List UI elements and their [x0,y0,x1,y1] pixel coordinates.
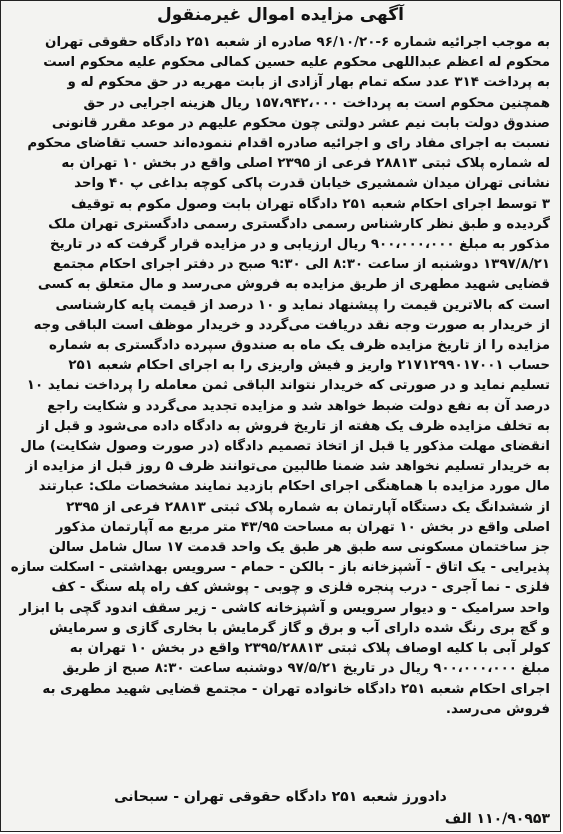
notice-body-line: فلزی - نما آجری - درب پنجره فلزی و چوبی - پوشش کف راه پله سنگ - کف [51,580,550,596]
notice-body-line: کولر آبی با کلیه اوصاف پلاک ثبتی ۲۳۹۵/۲۸۸۱۳ واقع در بخش ۱۰ تهران به [69,641,550,657]
notice-body-line: به خریدار تسلیم نخواهد شد ضمنا طالبین می‌توانند ظرف ۵ روز قبل از مزایده از [25,459,550,475]
notice-body-line: نشانی تهران میدان شمشیری خیابان قدرت پاکی کوچه بداغی پ ۴۰ واحد [74,176,550,192]
notice-body-line: واحد سرامیک - و دیوار سرویس و آشپزخانه کاشی - زیر سقف اندود گچی با ابزار [19,600,550,616]
notice-body-line: محکوم له اعظم عبداللهی محکوم علیه حسین کمالی محکوم علیه محکوم است [43,55,550,71]
notice-body-line: صندوق دولت بابت نیم عشر دولتی چون محکوم علیهم در موعد مقرر قانونی [51,115,550,131]
notice-body-line: فروش می‌رسد. [445,701,550,717]
notice-body-line: اصلی واقع در بخش ۱۰ تهران به مساحت ۴۳/۹۵ متر مربع مه آپارتمان مذکور [55,519,550,535]
notice-body-line: است که بالاترین قیمت را پیشنهاد نماید و ۱۰ درصد از قیمت پایه کارشناسی [55,297,550,313]
notice-body-line: نسبت به اجرای مفاد رای و اجرائیه صادره اقدام ننموده‌اند حسب تقاضای محکوم [27,136,550,152]
notice-body-line: به تخلف مزایده ظرف یک هفته از تاریخ فروش به دادگاه داده می‌شود و قبل از [37,418,550,434]
notice-body-line: ۱۳۹۷/۸/۲۱ دوشنبه از ساعت ۸:۳۰ الی ۹:۳۰ صبح در دفتر اجرای احکام مجتمع [52,257,550,273]
notice-body-line: تسلیم نماید و در صورتی که خریدار نتواند الباقی ثمن معامله را پرداخت نماید ۱۰ [26,378,550,394]
notice-body-line: همچنین محکوم است به پرداخت ۱۵۷،۹۴۲،۰۰۰ ریال هزینه اجرایی در حق [83,95,550,111]
notice-body-line: حساب ۲۱۷۱۲۹۹۰۱۷۰۰۱ واریز و فیش واریزی را به اجرای احکام شعبه ۲۵۱ [68,358,550,374]
notice-body-line: جز ساختمان مسکونی سه طبق هر طبق یک واحد قدمت ۱۷ سال شامل سالن [48,540,550,556]
notice-body-line: مذکور به مبلغ ۹۰۰،۰۰۰،۰۰۰ ریال ارزیابی و در مزایده قرار گرفت که در تاریخ [50,237,550,253]
notice-body [11,33,550,720]
notice-body-line: اجرای احکام شعبه ۲۵۱ دادگاه خانواده تهران - مجتمع قضایی شهید مطهری به [42,681,550,697]
notice-body-line: گردیده و طبق نظر کارشناس رسمی دادگستری رسمی دادگستری تهران ملک [48,216,550,232]
notice-body-line: درصد آن به نفع دولت ضبط خواهد شد و مزایده تجدید می‌گردد و شکایت راجع [47,398,550,414]
notice-body-line: له شماره پلاک ثبتی ۲۸۸۱۳ فرعی از ۲۳۹۵ اصلی واقع در بخش ۱۰ تهران به [61,156,550,172]
publication-code [445,811,550,827]
notice-body-line: به پرداخت ۳۱۴ عدد سکه تمام بهار آزادی از بابت مهریه در حق محکوم له و [67,75,550,91]
notice-title: آگهی مزایده اموال غیرمنقول [157,5,404,25]
notice-body-line: به موجب اجرائیه شماره ۶-۹۶/۱۰/۲۰ صادره از شعبه ۲۵۱ دادگاه حقوقی تهران [45,35,550,50]
signer-line: دادورز شعبه ۲۵۱ دادگاه حقوقی تهران - سبحانی [114,789,447,805]
notice-body-line: پذیرایی - یک اتاق - آشپزخانه باز - بالکن - حمام - سرویس بهداشتی - اسکلت سازه [11,560,550,576]
notice-body-line: ۳ توسط اجرای احکام شعبه ۲۵۱ دادگاه تهران بابت وصول مکوم به توقیف [70,196,550,212]
publication-code-text: ۱۱۰/۹۰۹۵۳ الف [444,811,550,827]
notice-body-line: از خریدار به صورت وجه نقد دریافت می‌گردد و خریدار موظف است الباقی وجه [33,317,550,333]
notice-body-line: مزایده را از تاریخ مزایده ظرف یک ماه به صندوق سپرده دادگستری به شماره [49,338,550,354]
notice-body-line: انقضای مهلت مذکور یا قبل از اتخاذ تصمیم دادگاه (در صورت وصول شکایت) مال [20,439,550,455]
notice-body-line: مال مورد مزایده با هماهنگی اجرای احکام بازدید نمایند مشخصات ملک: عبارتند [38,479,550,495]
notice-body-line: از ششدانگ یک دستگاه آپارتمان به شماره پلاک ثبتی ۲۸۸۱۳ فرعی از ۲۳۹۵ [66,499,550,515]
notice-body-line: مبلغ ۹۰۰،۰۰۰،۰۰۰ ریال در تاریخ ۹۷/۵/۲۱ دوشنبه ساعت ۸:۳۰ صبح از طریق [62,661,550,677]
notice-body-line: قضایی شهید مطهری از طریق مزایده به فروش می‌رسد و مال متعلق به کسی [37,277,550,293]
notice-body-line: و گچ بری رنگ شده دارای آب و برق و گاز گرمایش با بخاری گازی و سرمایش [49,620,550,636]
